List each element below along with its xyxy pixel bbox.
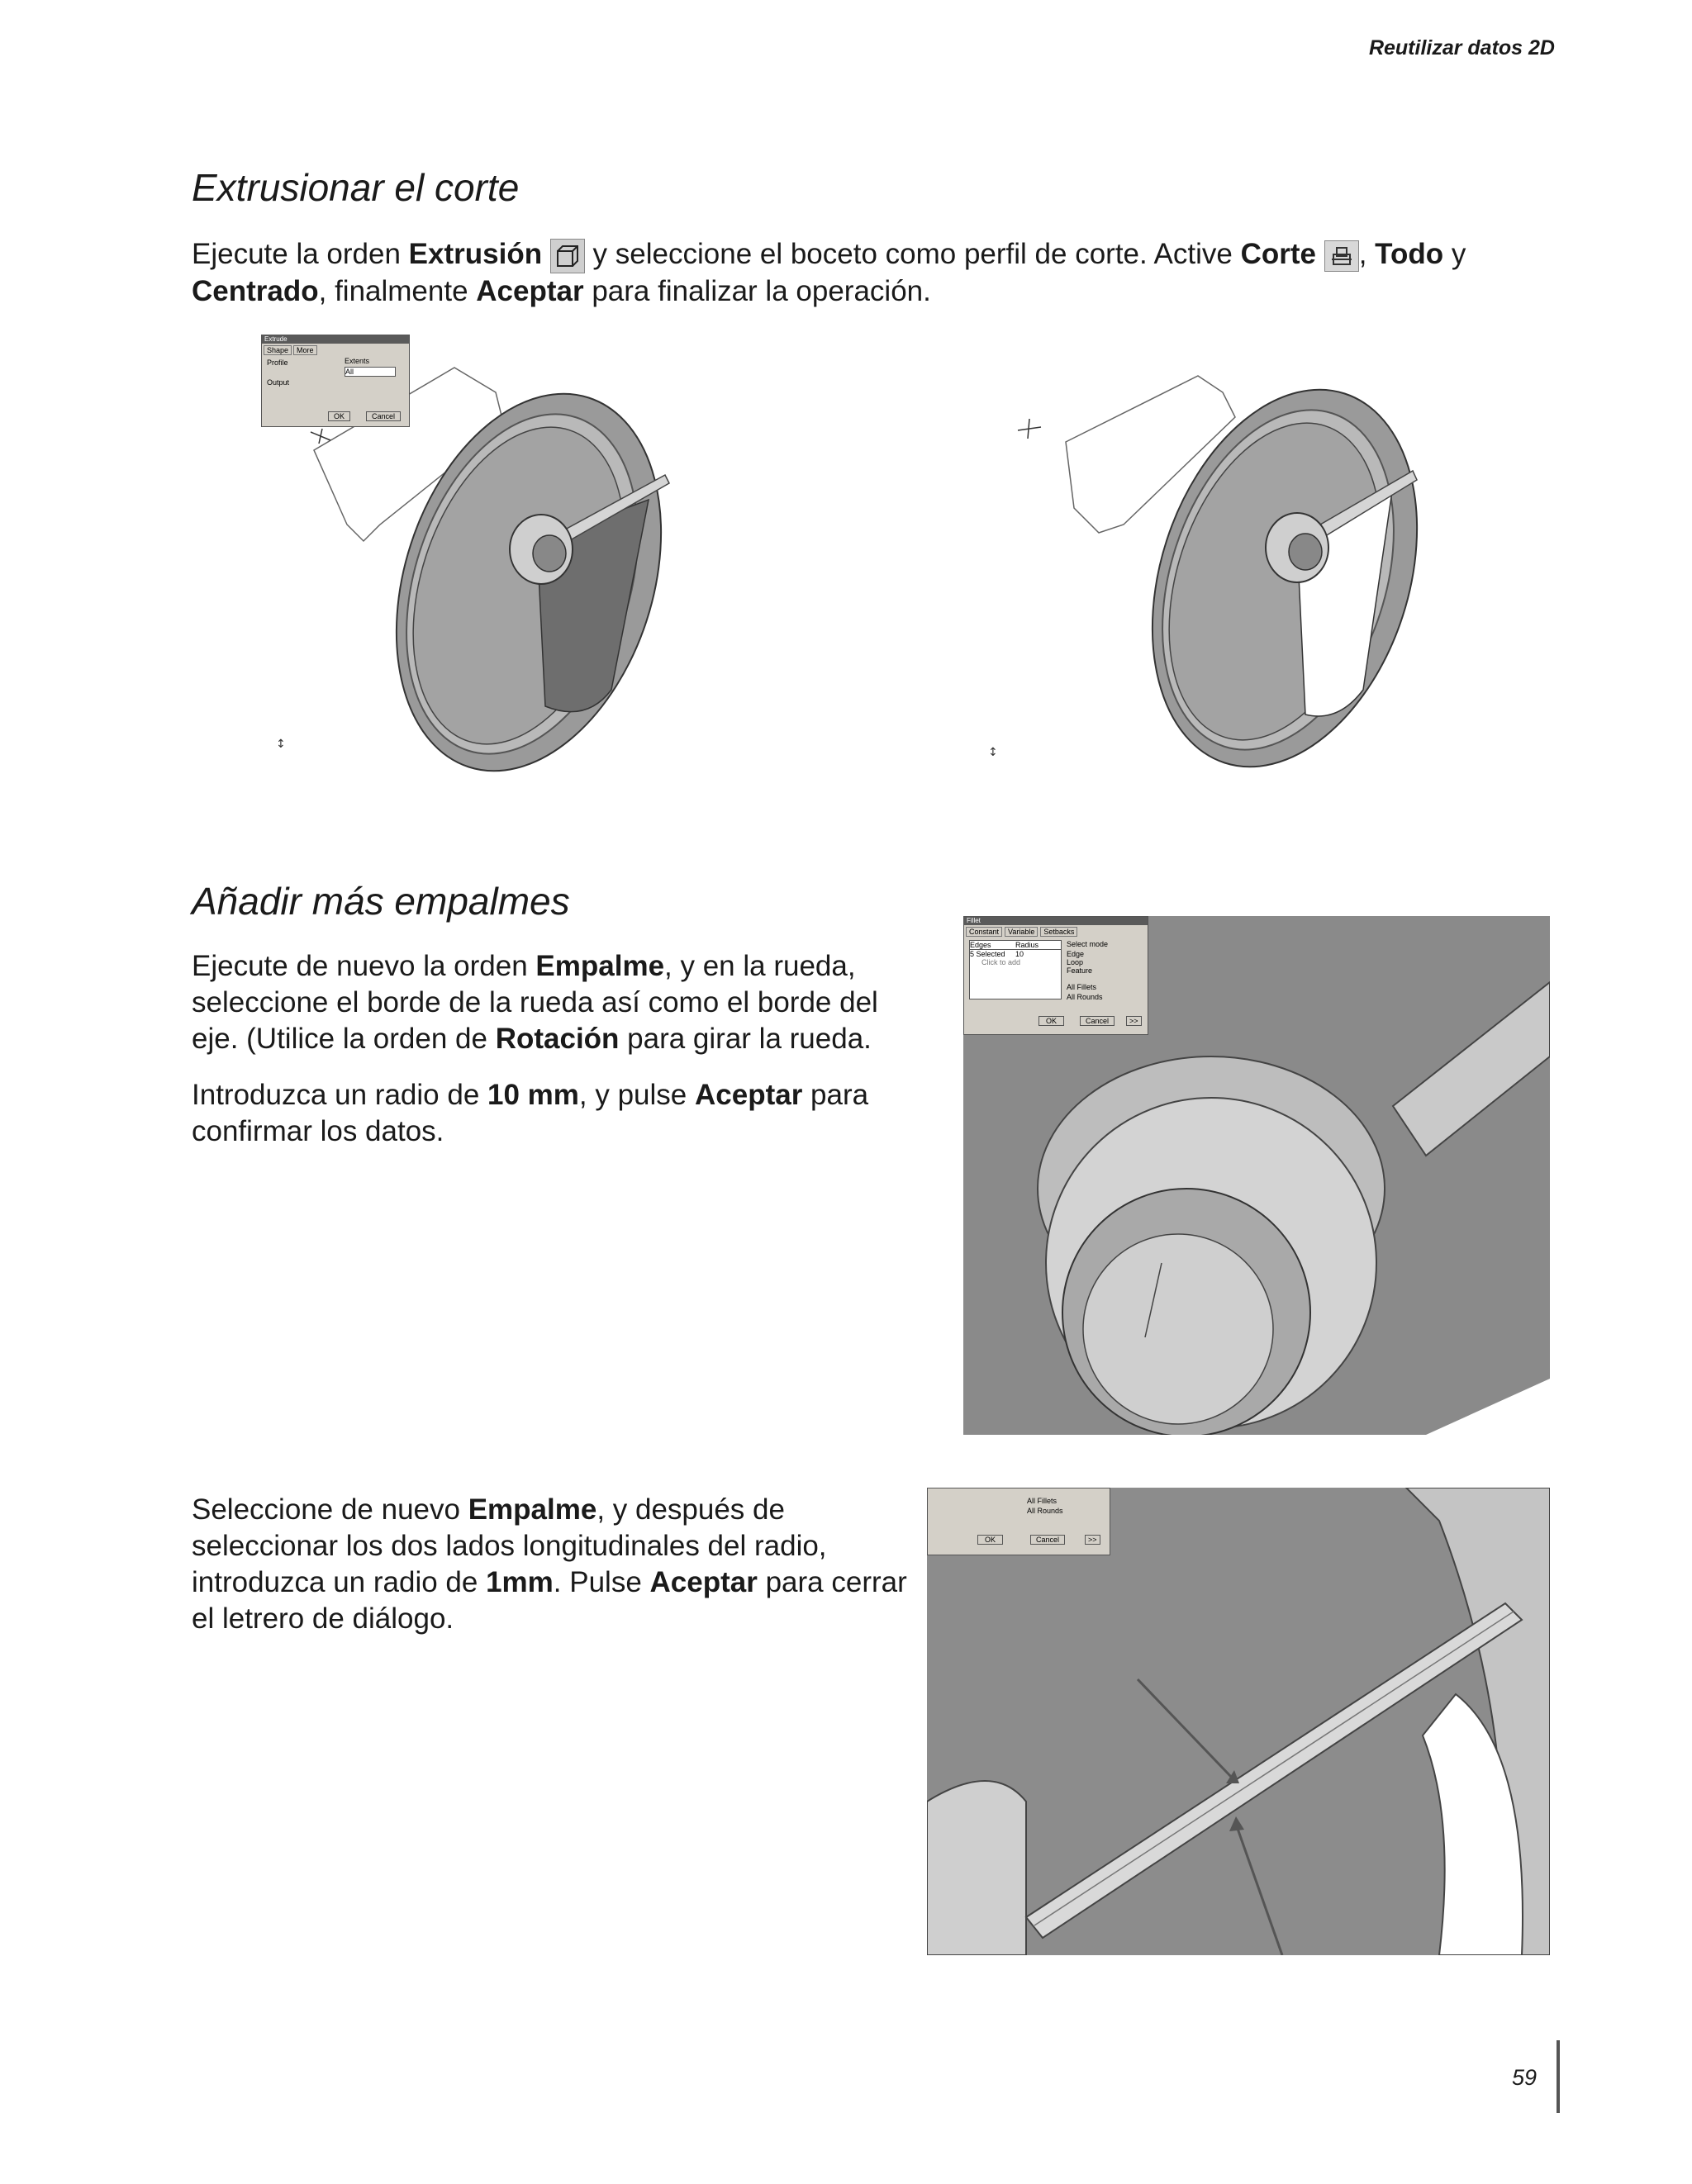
ok-button[interactable]: OK <box>328 411 350 421</box>
all-fillets-checkbox[interactable]: All Fillets <box>1027 1497 1058 1505</box>
tab-shape[interactable]: Shape <box>264 345 292 355</box>
output-label: Output <box>267 378 290 387</box>
click-to-add[interactable]: Click to add <box>981 958 1021 966</box>
running-head: Reutilizar datos 2D <box>1368 36 1555 59</box>
col-radius: Radius <box>1015 941 1039 949</box>
figure-spoke-fillet <box>927 1488 1550 1955</box>
figure-hub-fillet <box>963 916 1550 1435</box>
extents-select[interactable]: All <box>345 367 396 377</box>
more-button[interactable]: >> <box>1085 1535 1100 1545</box>
paragraph-empalme-1: Ejecute de nuevo la orden Empalme, y en la rueda, seleccione el borde de la rueda así como el borde del eje. (Utilice la orden de Rotación para girar la rueda. <box>192 950 878 1055</box>
tab-constant[interactable]: Constant <box>966 927 1002 937</box>
extents-label: Extents <box>345 357 370 365</box>
ok-button[interactable]: OK <box>977 1535 1003 1545</box>
svg-text:↕: ↕ <box>276 738 286 751</box>
tab-variable[interactable]: Variable <box>1005 927 1038 937</box>
section-title-empalmes: Añadir más empalmes <box>192 880 570 923</box>
extrude-dialog-title: Extrude <box>262 335 409 344</box>
footer-rule <box>1557 2040 1560 2113</box>
page-number: 59 <box>1512 2065 1538 2090</box>
cancel-button[interactable]: Cancel <box>1080 1016 1115 1026</box>
fillet-dialog-title: Fillet <box>964 917 1148 925</box>
profile-button[interactable]: Profile <box>267 358 288 367</box>
svg-text:↕: ↕ <box>988 746 998 759</box>
ok-button[interactable]: OK <box>1038 1016 1064 1026</box>
select-mode-label: Select mode <box>1067 940 1109 948</box>
paragraph-extrusion: Ejecute la orden Extrusión y seleccione el boceto como perfil de corte. Active Corte , Todo y Centrado, finalmente Aceptar para finalizar la operación. <box>192 238 1466 307</box>
paragraph-empalme-3: Seleccione de nuevo Empalme, y después de seleccionar los dos lados longitudinales del radio, introduzca un radio de 1mm. Pulse Aceptar para cerrar el letrero de diálogo. <box>192 1493 907 1635</box>
figure-wheel-before-cut <box>256 326 719 772</box>
row-radius[interactable]: 10 <box>1015 950 1024 958</box>
section-title-extrusionar: Extrusionar el corte <box>192 166 520 209</box>
row-selected[interactable]: 5 Selected <box>970 950 1005 958</box>
edges-table[interactable] <box>969 940 1062 999</box>
cancel-button[interactable]: Cancel <box>1030 1535 1065 1545</box>
more-button[interactable]: >> <box>1126 1016 1142 1026</box>
fillet-dialog <box>963 916 1148 1035</box>
opt-edge[interactable]: Edge <box>1067 950 1085 958</box>
all-rounds-checkbox[interactable]: All Rounds <box>1067 993 1103 1001</box>
extrude-dialog <box>261 335 410 427</box>
opt-loop[interactable]: Loop <box>1067 958 1084 966</box>
cancel-button[interactable]: Cancel <box>366 411 401 421</box>
all-rounds-checkbox[interactable]: All Rounds <box>1027 1507 1063 1515</box>
cut-icon <box>1324 240 1359 272</box>
paragraph-empalme-2: Introduzca un radio de 10 mm, y pulse Aceptar para confirmar los datos. <box>192 1079 869 1147</box>
col-edges: Edges <box>970 941 991 949</box>
fillet-dialog-partial <box>927 1488 1110 1555</box>
extrude-icon <box>550 239 585 273</box>
figure-wheel-after-cut <box>975 326 1438 772</box>
tab-setbacks[interactable]: Setbacks <box>1040 927 1077 937</box>
opt-feature[interactable]: Feature <box>1067 966 1093 975</box>
tab-more[interactable]: More <box>293 345 317 355</box>
all-fillets-checkbox[interactable]: All Fillets <box>1067 983 1097 991</box>
